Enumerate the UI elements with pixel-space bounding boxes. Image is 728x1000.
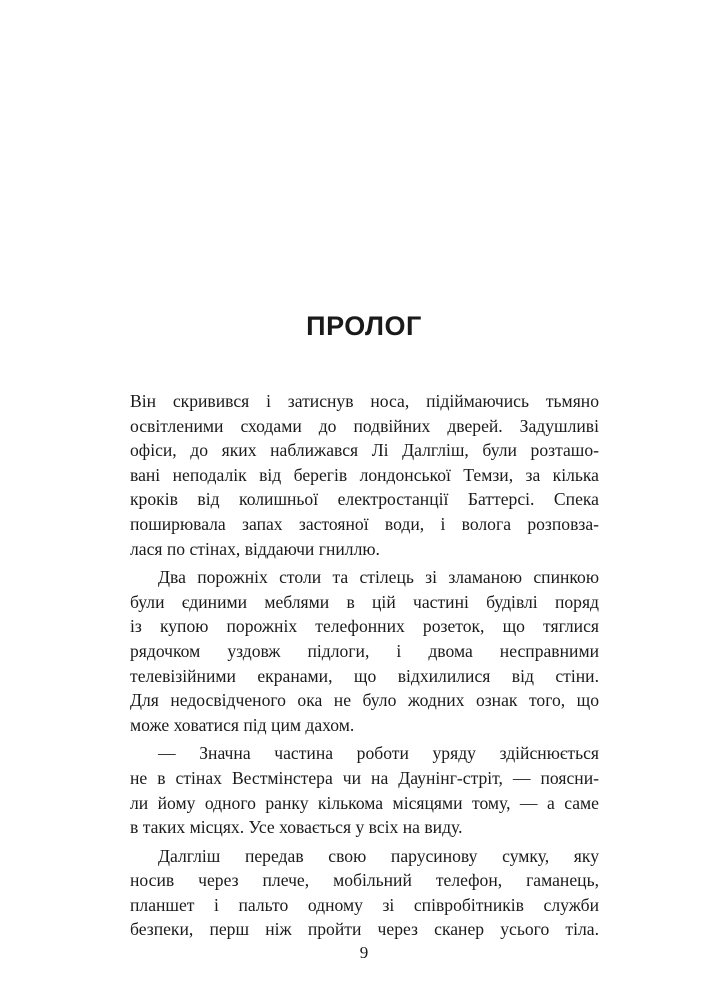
paragraph-3 bbox=[130, 741, 599, 839]
paragraph-2 bbox=[130, 565, 599, 737]
text-line: ли йому одного ранку кількома місяцями тому, — а саме bbox=[130, 792, 599, 813]
text-line: — Значна частина роботи уряду здійснюється bbox=[158, 743, 599, 764]
text-line: телевізійними екранами, що відхилилися від стіни. bbox=[130, 665, 599, 686]
text-line: лася по стінах, віддаючи гниллю. bbox=[130, 538, 380, 559]
text-line: кроків від колишньої електростанції Баттерсі. Спека bbox=[130, 489, 599, 510]
text-line: носив через плече, мобільний телефон, гаманець, bbox=[130, 870, 599, 891]
text-line: Далгліш передав свою парусинову сумку, яку bbox=[158, 845, 599, 866]
text-line: із купою порожніх телефонних розеток, що тяглися bbox=[130, 616, 599, 637]
text-line: офіси, до яких наближався Лі Далгліш, були розташо- bbox=[130, 440, 599, 461]
text-line: рядочком уздовж підлоги, і двома несправними bbox=[130, 640, 599, 661]
text-line: може ховатися під цим дахом. bbox=[130, 714, 355, 735]
page-number: 9 bbox=[359, 943, 369, 962]
text-line: Для недосвідченого ока не було жодних ознак того, що bbox=[130, 690, 599, 711]
paragraph-4 bbox=[130, 844, 599, 942]
text-line: не в стінах Вестмінстера чи на Даунінг-стріт, — поясни- bbox=[130, 767, 599, 788]
text-line: Два порожніх столи та стілець зі зламаною спинкою bbox=[158, 567, 599, 588]
text-line: освітленими сходами до подвійних дверей. Задушливі bbox=[130, 415, 599, 436]
text-line: були єдиними меблями в цій частині будівлі поряд bbox=[130, 591, 599, 612]
text-line: планшет і пальто одному зі співробітників служби bbox=[130, 894, 599, 915]
body-text bbox=[130, 389, 599, 946]
chapter-title: ПРОЛОГ bbox=[306, 311, 422, 341]
text-line: вані неподалік від берегів лондонської Темзи, за кілька bbox=[130, 464, 599, 485]
text-line: Він скривився і затиснув носа, підіймаючись тьмяно bbox=[130, 391, 599, 411]
text-line: в таких місцях. Усе ховається у всіх на виду. bbox=[130, 817, 463, 838]
text-line: безпеки, перш ніж пройти через сканер усього тіла. bbox=[130, 919, 599, 940]
text-line: поширювала запах застояної води, і волога розповза- bbox=[130, 513, 599, 534]
paragraph-1 bbox=[130, 389, 599, 561]
